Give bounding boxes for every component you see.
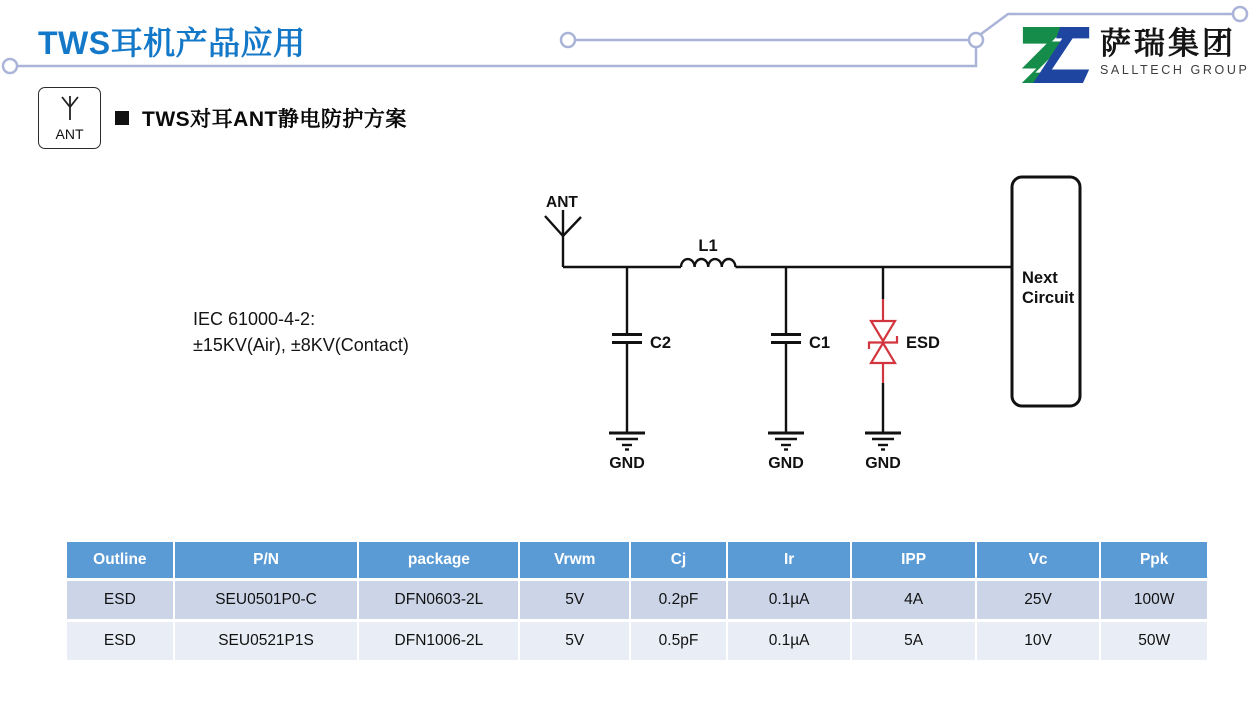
capacitor-c2-symbol bbox=[612, 267, 642, 433]
iec-note-line2: ±15KV(Air), ±8KV(Contact) bbox=[193, 335, 409, 355]
trace-node-icon bbox=[3, 59, 17, 73]
table-cell: ESD bbox=[67, 581, 173, 619]
gnd-label: GND bbox=[609, 455, 645, 472]
trace-node-icon bbox=[561, 33, 575, 47]
table-cell: 50W bbox=[1101, 622, 1207, 660]
logo-name-cn: 萨瑞集团 bbox=[1100, 26, 1236, 61]
ant-badge-label: ANT bbox=[55, 126, 84, 142]
table-cell: 100W bbox=[1101, 581, 1207, 619]
main-wire bbox=[563, 259, 1012, 267]
column-header: P/N bbox=[175, 542, 358, 578]
column-header: package bbox=[359, 542, 518, 578]
column-header: Vrwm bbox=[520, 542, 629, 578]
table-cell: 10V bbox=[977, 622, 1099, 660]
ant-badge bbox=[38, 87, 101, 149]
table-cell: 5V bbox=[520, 581, 629, 619]
logo bbox=[1016, 26, 1249, 84]
next-circuit-label-line2: Circuit bbox=[1022, 289, 1075, 307]
column-header: Vc bbox=[977, 542, 1099, 578]
capacitor-c1-symbol bbox=[771, 267, 801, 433]
iec-note-line1: IEC 61000-4-2: bbox=[193, 309, 316, 329]
ground-symbol bbox=[609, 433, 645, 450]
table-cell: 25V bbox=[977, 581, 1099, 619]
antenna-symbol bbox=[545, 210, 581, 267]
esd-diode-symbol bbox=[869, 267, 897, 433]
table-cell: 5V bbox=[520, 622, 629, 660]
table-cell: 0.2pF bbox=[631, 581, 726, 619]
next-circuit-label-line1: Next bbox=[1022, 269, 1058, 287]
trace-node-icon bbox=[1233, 7, 1247, 21]
table-cell: SEU0501P0-C bbox=[175, 581, 358, 619]
column-header: Ir bbox=[728, 542, 850, 578]
table-cell: DFN1006-2L bbox=[359, 622, 518, 660]
column-header: IPP bbox=[852, 542, 974, 578]
antenna-icon bbox=[55, 93, 85, 123]
logo-mark-icon bbox=[1016, 26, 1094, 84]
spec-table bbox=[67, 542, 1207, 660]
table-cell: SEU0521P1S bbox=[175, 622, 358, 660]
gnd-label: GND bbox=[865, 455, 901, 472]
logo-name-en: SALLTECH GROUP bbox=[1100, 63, 1250, 77]
section-heading bbox=[115, 103, 407, 133]
inductor-symbol bbox=[681, 259, 735, 267]
trace-node-icon bbox=[969, 33, 983, 47]
column-header: Cj bbox=[631, 542, 726, 578]
table-cell: 0.1µA bbox=[728, 581, 850, 619]
column-header: Outline bbox=[67, 542, 173, 578]
inductor-label: L1 bbox=[698, 237, 718, 255]
esd-label: ESD bbox=[906, 334, 940, 352]
table-cell: 0.1µA bbox=[728, 622, 850, 660]
capacitor-c1-label: C1 bbox=[809, 334, 831, 352]
table-cell: DFN0603-2L bbox=[359, 581, 518, 619]
ground-symbol bbox=[865, 433, 901, 450]
page-title: TWS耳机产品应用 bbox=[38, 25, 306, 61]
gnd-label: GND bbox=[768, 455, 804, 472]
table-cell: 5A bbox=[852, 622, 974, 660]
section-title: TWS对耳ANT静电防护方案 bbox=[142, 108, 407, 131]
column-header: Ppk bbox=[1101, 542, 1207, 578]
table-cell: 0.5pF bbox=[631, 622, 726, 660]
capacitor-c2-label: C2 bbox=[650, 334, 672, 352]
table-cell: ESD bbox=[67, 622, 173, 660]
bullet-square-icon bbox=[115, 111, 129, 125]
table-cell: 4A bbox=[852, 581, 974, 619]
ant-label: ANT bbox=[546, 194, 578, 211]
esd-protection-schematic bbox=[530, 165, 1110, 485]
ground-symbol bbox=[768, 433, 804, 450]
iec-note bbox=[193, 306, 409, 358]
